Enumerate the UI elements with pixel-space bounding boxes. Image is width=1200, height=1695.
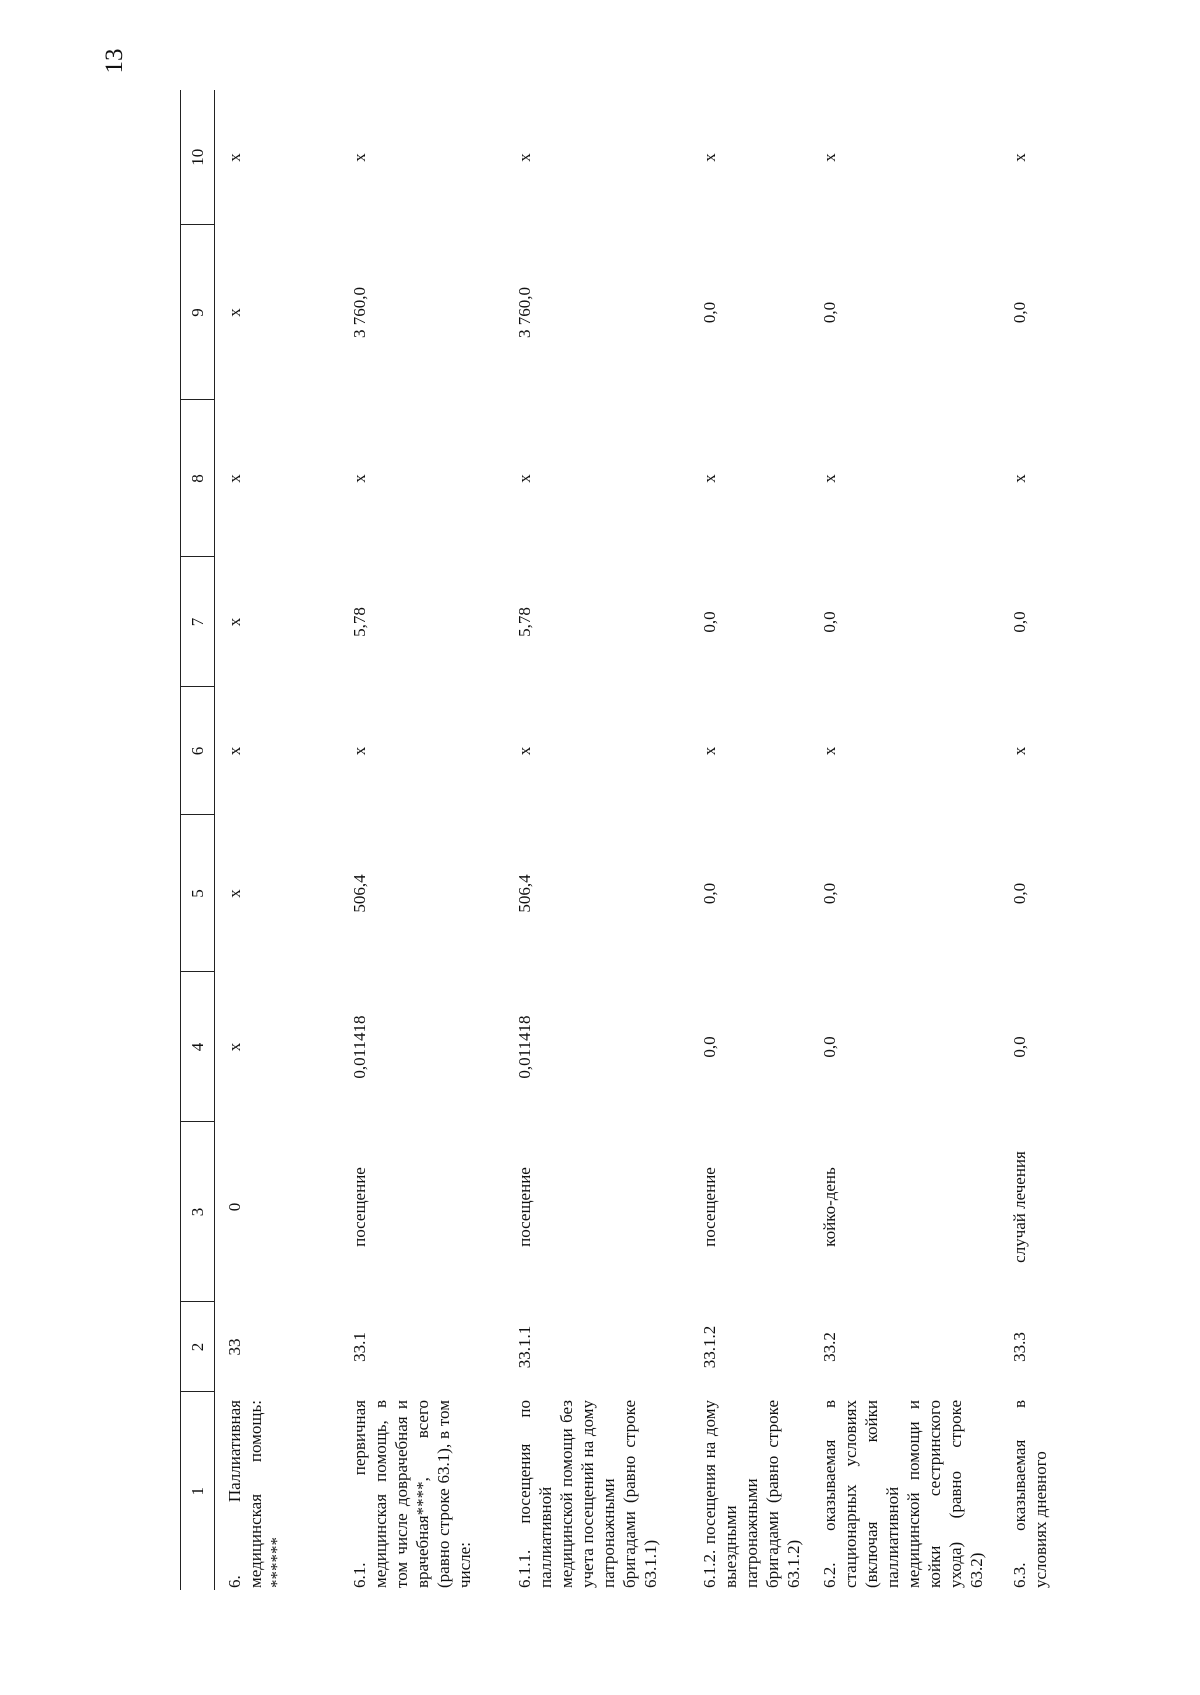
cell-col6: х xyxy=(700,746,719,756)
cell-description: 6. Паллиативная медицинская помощь: ****** xyxy=(225,1400,286,1588)
cell-col4: х xyxy=(225,1042,244,1052)
table-row xyxy=(505,90,690,1590)
cell-col9: 3 760,0 xyxy=(515,287,534,338)
cell-col4: 0,0 xyxy=(1010,1036,1029,1058)
cell-row-number: 33 xyxy=(225,1338,244,1356)
header-col-2: 2 xyxy=(181,1302,215,1392)
cell-unit: посещение xyxy=(350,1167,369,1247)
cell-col8: х xyxy=(1010,474,1029,483)
cell-col10: х xyxy=(1010,153,1029,162)
cell-row-number: 33.3 xyxy=(1010,1332,1029,1362)
cell-col9: 0,0 xyxy=(700,301,719,324)
cell-col10: х xyxy=(700,153,719,162)
cell-unit: 0 xyxy=(225,1202,244,1212)
table-row xyxy=(690,90,810,1590)
cell-col10: х xyxy=(515,153,534,162)
cell-col8: х xyxy=(820,474,839,483)
header-col-3: 3 xyxy=(181,1122,215,1302)
cell-col7: 0,0 xyxy=(700,611,719,633)
cell-col9: х xyxy=(225,308,244,317)
cell-col9: 0,0 xyxy=(1010,301,1029,324)
cell-col4: 0,011418 xyxy=(350,1015,369,1079)
header-col-9: 9 xyxy=(181,225,215,400)
cell-row-number: 33.2 xyxy=(820,1332,839,1362)
cell-col4: 0,011418 xyxy=(515,1015,534,1079)
cell-col10: х xyxy=(350,153,369,162)
table-row xyxy=(340,90,505,1590)
cell-col8: х xyxy=(515,474,534,483)
header-col-6: 6 xyxy=(181,687,215,815)
cell-unit: посещение xyxy=(700,1167,719,1247)
cell-unit: посещение xyxy=(515,1167,534,1247)
cell-description: 6.3. оказываемая в условиях дневного xyxy=(1010,1400,1050,1588)
cell-col8: х xyxy=(225,474,244,483)
cell-col5: 0,0 xyxy=(820,882,839,905)
cell-col8: х xyxy=(350,474,369,483)
cell-col5: 506,4 xyxy=(350,874,369,913)
cell-col9: 0,0 xyxy=(820,301,839,324)
cell-description: 6.1. первичная медицинская помощь, в том числе доврачебная и врачебная****, всего (равно строке 63.1), в том числе: xyxy=(350,1400,474,1588)
table-header-row xyxy=(181,90,215,1590)
cell-col6: х xyxy=(1010,746,1029,756)
cell-description: 6.1.1. посещения по паллиативной медицинской помощи без учета посещений на дому патронажными бригадами (равно строке 63.1.1) xyxy=(515,1400,660,1588)
cell-col7: 0,0 xyxy=(1010,611,1029,633)
cell-description: 6.2. оказываемая в стационарных условиях (включая койки паллиативной медицинской помощи и койки сестринского ухода) (равно строке 63.2) xyxy=(820,1400,986,1588)
header-col-7: 7 xyxy=(181,557,215,687)
cell-row-number: 33.1.1 xyxy=(515,1325,534,1369)
table-row xyxy=(215,90,341,1590)
cell-col7: 5,78 xyxy=(350,607,369,637)
cell-col4: 0,0 xyxy=(820,1036,839,1058)
cell-col10: х xyxy=(225,153,244,162)
header-col-10: 10 xyxy=(181,90,215,225)
cell-col6: х xyxy=(820,746,839,756)
cell-col9: 3 760,0 xyxy=(350,287,369,338)
cell-col5: 0,0 xyxy=(700,882,719,905)
cell-col7: 0,0 xyxy=(820,611,839,633)
header-col-1: 1 xyxy=(181,1392,215,1590)
cell-col5: 0,0 xyxy=(1010,882,1029,905)
cell-col7: 5,78 xyxy=(515,607,534,637)
cell-col6: х xyxy=(350,746,369,756)
page-number: 13 xyxy=(101,48,128,74)
cell-row-number: 33.1.2 xyxy=(700,1325,719,1369)
cell-unit: случай лечения xyxy=(1010,1151,1029,1263)
cell-col7: х xyxy=(225,617,244,627)
table-row xyxy=(1000,90,1075,1590)
cell-row-number: 33.1 xyxy=(350,1332,369,1362)
cell-unit: койко-день xyxy=(820,1167,839,1247)
table-row xyxy=(810,90,1000,1590)
cell-col6: х xyxy=(225,746,244,756)
cell-col4: 0,0 xyxy=(700,1036,719,1058)
cell-col8: х xyxy=(700,474,719,483)
header-col-4: 4 xyxy=(181,972,215,1122)
data-table xyxy=(180,90,1075,1590)
cell-col5: 506,4 xyxy=(515,874,534,913)
cell-col10: х xyxy=(820,153,839,162)
rotated-table-sheet xyxy=(180,90,1050,1590)
header-col-8: 8 xyxy=(181,400,215,557)
cell-description: 6.1.2. посещения на дому выездными патронажными бригадами (равно строке 63.1.2) xyxy=(700,1400,803,1588)
cell-col6: х xyxy=(515,746,534,756)
header-col-5: 5 xyxy=(181,815,215,972)
cell-col5: х xyxy=(225,889,244,898)
